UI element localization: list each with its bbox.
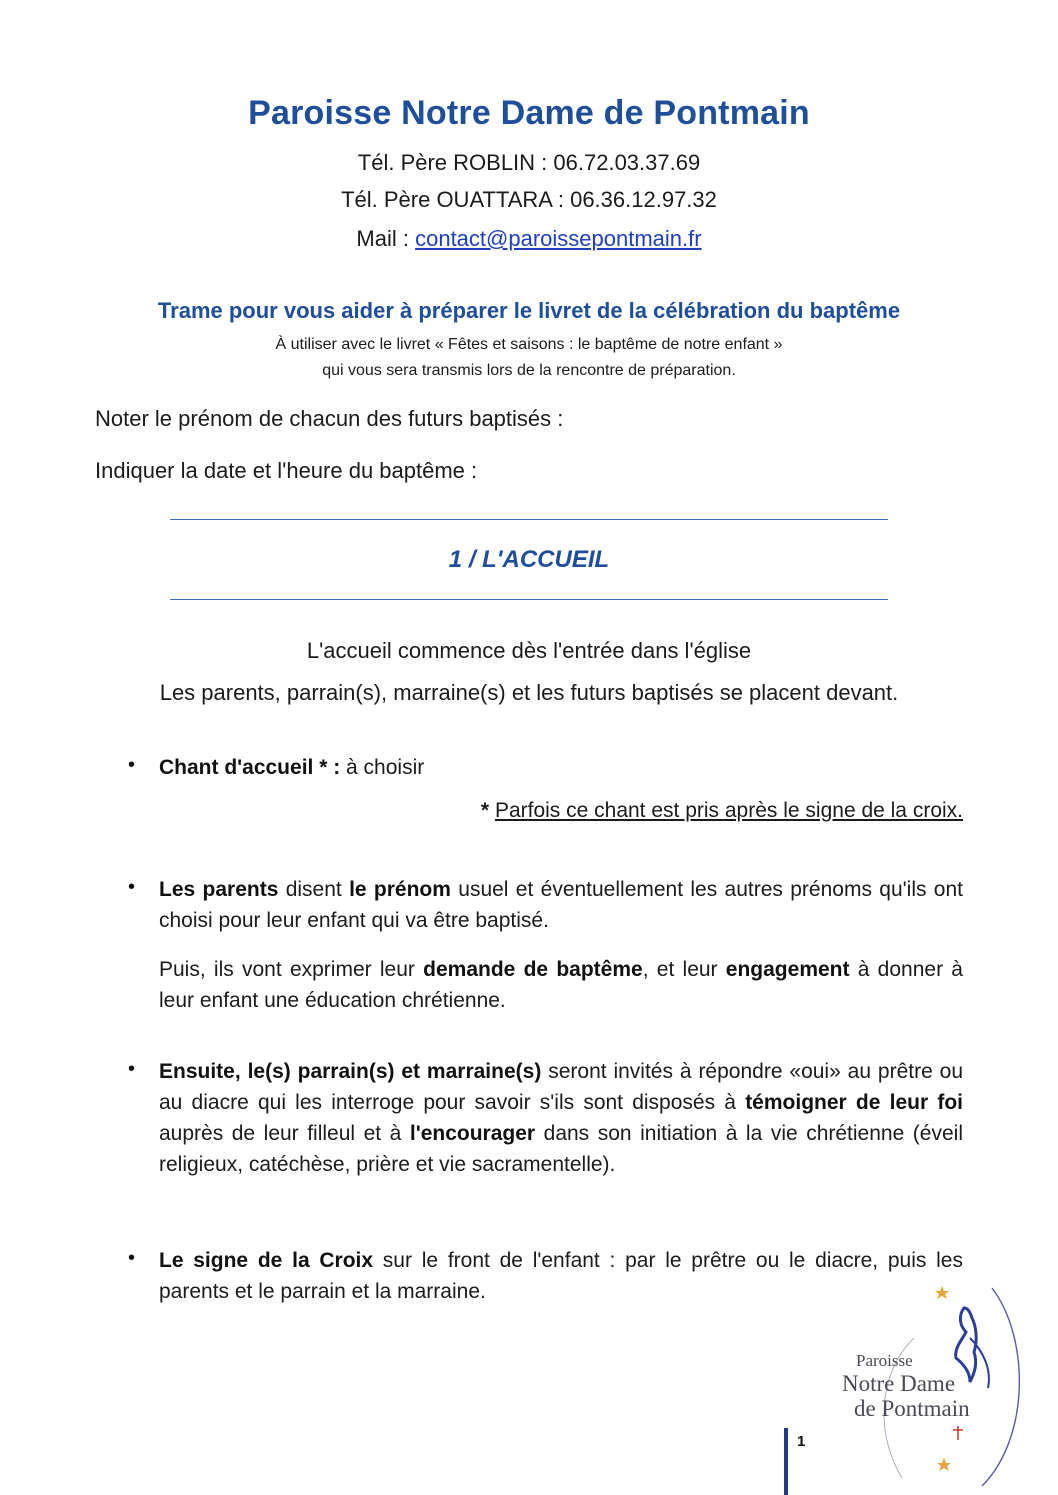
bullet-signe: • (128, 1247, 136, 1269)
puis-text-3: à donner à leur enfant une éducation chrétienne. (159, 958, 963, 1012)
parents-bold-2: le prénom (349, 878, 451, 901)
accueil-line-2: Les parents, parrain(s), marraine(s) et les futurs baptisés se placent devant. (159, 680, 899, 705)
footnote-text: Parfois ce chant est pris après le signe de la croix. (494, 799, 963, 822)
ensuite-bold-1: Ensuite, le(s) parrain(s) et marraine(s) (159, 1060, 542, 1083)
page-number-bar (784, 1428, 788, 1495)
parents-text-1: disent (278, 878, 350, 901)
section-title: 1 / L'ACCUEIL (448, 546, 610, 573)
parish-logo (842, 1278, 1022, 1490)
intro-line-1: À utiliser avec le livret « Fêtes et saisons : le baptême de notre enfant » (275, 336, 783, 353)
logo-line-3: de Pontmain (854, 1396, 970, 1421)
logo-line-2: Notre Dame (842, 1371, 956, 1396)
phone-roblin: Tél. Père ROBLIN : 06.72.03.37.69 (357, 150, 701, 175)
phone-ouattara: Tél. Père OUATTARA : 06.36.12.97.32 (341, 187, 717, 212)
parents-item (159, 874, 963, 936)
ensuite-item (159, 1056, 963, 1180)
logo-line-1: Paroisse (856, 1351, 913, 1370)
date-field-label: Indiquer la date et l'heure du baptême : (95, 458, 478, 483)
section-rule-top (170, 519, 888, 520)
parents-bold-1: Les parents (159, 878, 279, 901)
mail-line (0, 226, 1058, 252)
parents-demande (159, 954, 963, 1016)
footnote-star: * (480, 799, 495, 822)
chant-label: Chant d'accueil * : (159, 756, 341, 779)
bullet-chant: • (128, 754, 136, 776)
chant-footnote (481, 799, 963, 823)
ensuite-bold-3: l'encourager (409, 1122, 536, 1145)
puis-text-2: , et leur (642, 958, 726, 981)
ensuite-text-3: dans son initiation à la vie chrétienne (éveil religieux, catéchèse, prière et vie sacramentelle). (159, 1122, 963, 1176)
signe-bold-1: Le signe de la Croix (159, 1249, 374, 1272)
puis-text-1: Puis, ils vont exprimer leur (159, 958, 424, 981)
parents-text-2: usuel et éventuellement les autres prénoms qu'ils ont choisi pour leur enfant qui va être baptisé. (159, 878, 963, 932)
mail-label: Mail : (356, 226, 416, 251)
ensuite-text-1: seront invités à répondre «oui» au prêtre ou au diacre qui les interroge pour savoir s'ils sont disposés à (159, 1060, 963, 1114)
chant-text: à choisir (340, 756, 425, 779)
chant-item (159, 752, 963, 783)
ensuite-bold-2: témoigner de leur foi (745, 1091, 963, 1114)
page-number: 1 (797, 1433, 806, 1450)
prenom-field-label: Noter le prénom de chacun des futurs baptisés : (95, 406, 564, 431)
parish-title: Paroisse Notre Dame de Pontmain (248, 94, 810, 132)
ensuite-text-2: auprès de leur filleul et à (159, 1122, 410, 1145)
booklet-subtitle: Trame pour vous aider à préparer le livret de la célébration du baptême (157, 298, 901, 323)
bullet-parents: • (128, 876, 136, 898)
section-rule-bottom (170, 599, 888, 600)
bullet-ensuite: • (128, 1058, 136, 1080)
intro-line-2: qui vous sera transmis lors de la rencontre de préparation. (322, 362, 736, 379)
signe-text-1: sur le front de l'enfant : par le prêtre ou le diacre, puis les parents et le parrain et la marraine. (159, 1249, 963, 1303)
puis-bold-1: demande de baptême (423, 958, 643, 981)
accueil-line-1: L'accueil commence dès l'entrée dans l'église (306, 638, 752, 663)
mail-link[interactable]: contact@paroissepontmain.fr (415, 226, 702, 251)
puis-bold-2: engagement (725, 958, 850, 981)
